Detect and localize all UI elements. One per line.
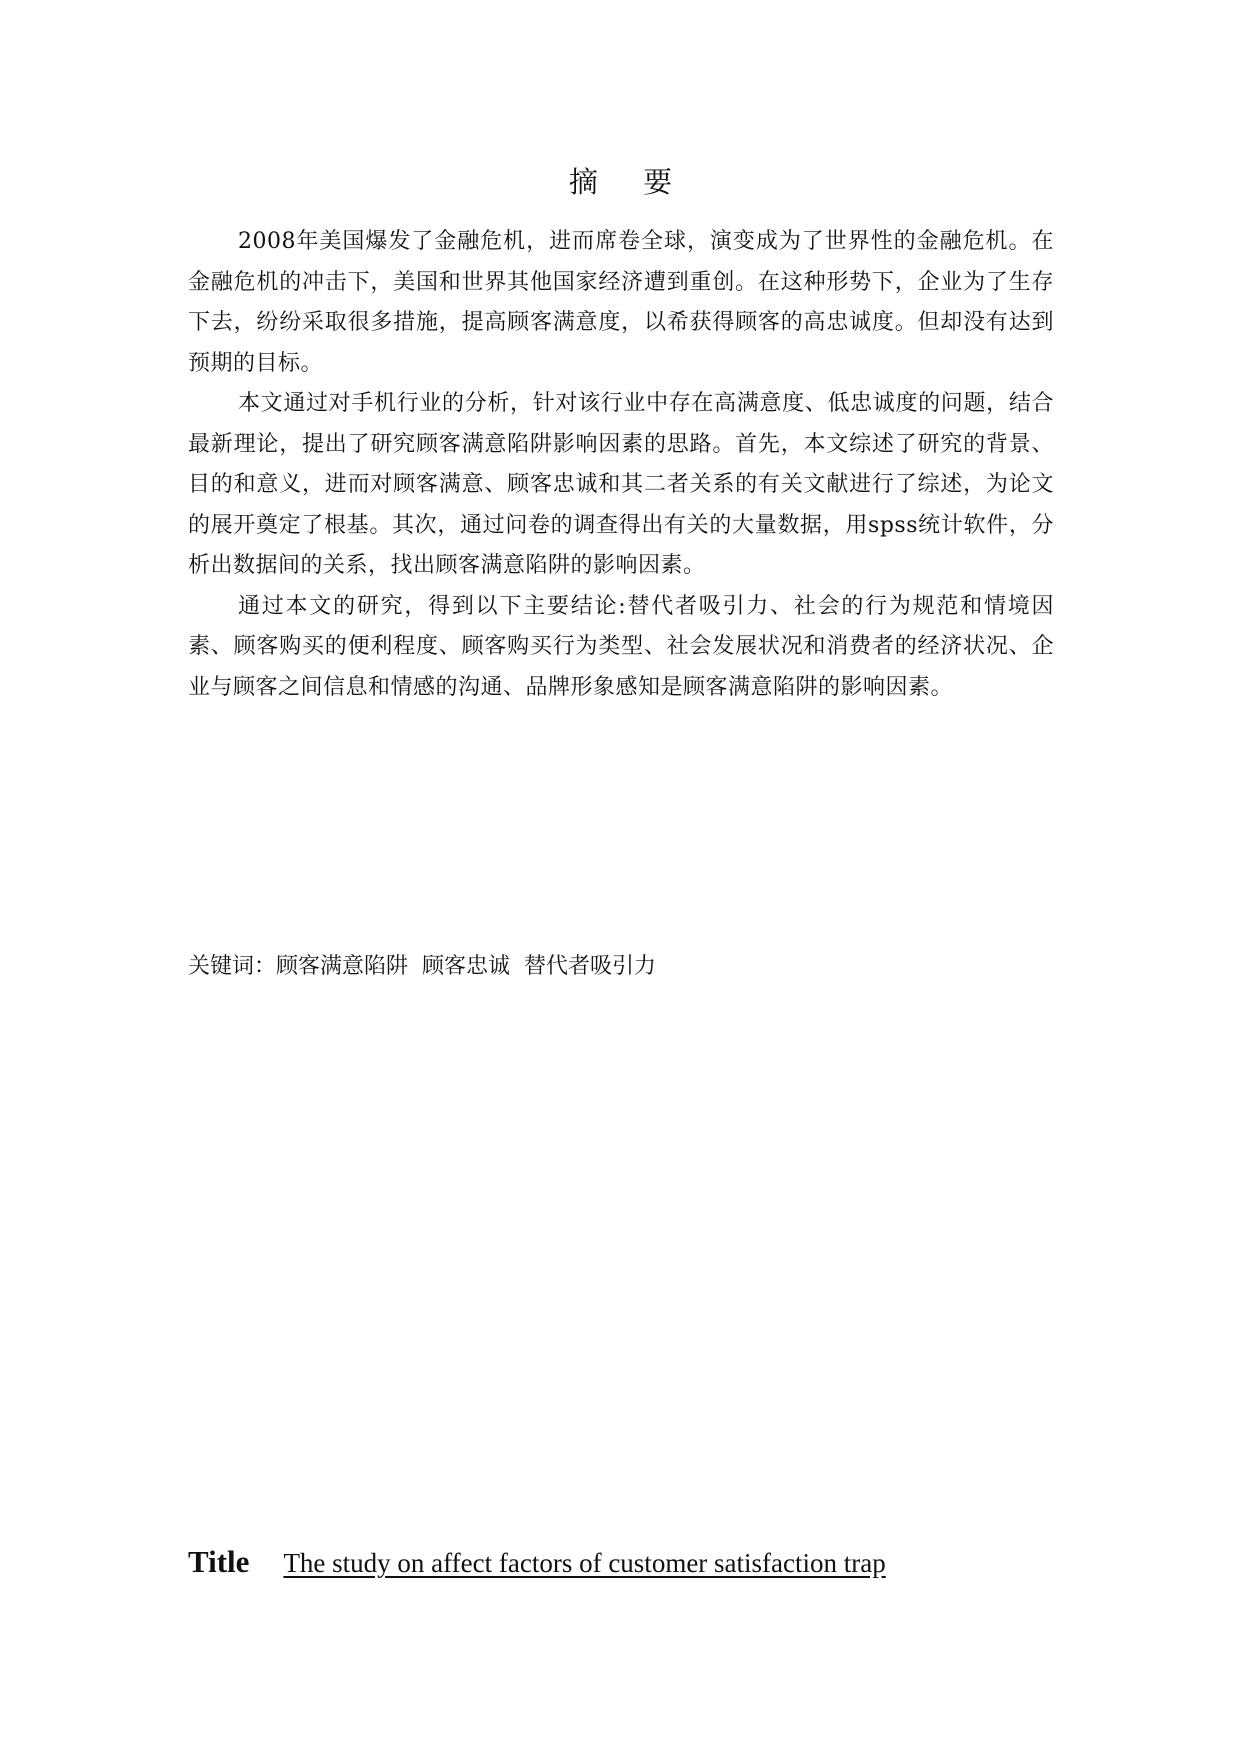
keyword-item: 顾客满意陷阱 [276,954,409,979]
abstract-paragraph-1: 2008年美国爆发了金融危机，进而席卷全球，演变成为了世界性的金融危机。在金融危机的冲击下，美国和世界其他国家经济遭到重创。在这种形势下，企业为了生存下去，纷纷采取很多措施，提高顾客满意度，以希获得顾客的高忠诚度。但却没有达到预期的目标。 [188,229,1054,376]
keywords-line [188,952,670,982]
english-title-row [188,1544,886,1580]
english-title: The study on affect factors of customer satisfaction trap [283,1548,886,1578]
keyword-item: 替代者吸引力 [524,954,657,979]
abstract-paragraph-3: 通过本文的研究，得到以下主要结论:替代者吸引力、社会的行为规范和情境因素、顾客购买的便利程度、顾客购买行为类型、社会发展状况和消费者的经济状况、企业与顾客之间信息和情感的沟通、品牌形象感知是顾客满意陷阱的影响因素。 [188,593,1054,700]
title-label: Title [188,1544,250,1579]
keyword-item: 顾客忠诚 [422,954,511,979]
keywords-label: 关键词： [188,954,277,979]
abstract-body [188,222,1054,708]
abstract-paragraph-2: 本文通过对手机行业的分析，针对该行业中存在高满意度、低忠诚度的问题，结合最新理论，提出了研究顾客满意陷阱影响因素的思路。首先，本文综述了研究的背景、目的和意义，进而对顾客满意、顾客忠诚和其二者关系的有关文献进行了综述，为论文的展开奠定了根基。其次，通过问卷的调查得出有关的大量数据，用spss统计软件，分析出数据间的关系，找出顾客满意陷阱的影响因素。 [188,391,1054,578]
abstract-heading: 摘 要 [568,165,691,199]
